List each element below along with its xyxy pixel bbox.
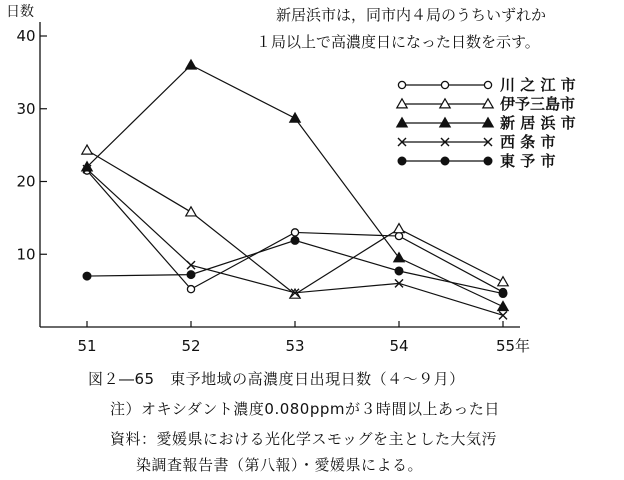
x-tick-label: 51 [77, 337, 97, 355]
legend-marker [398, 81, 405, 88]
chart-legend [397, 76, 576, 170]
legend-marker [483, 118, 493, 127]
x-tick-label: 54 [389, 337, 409, 355]
legend-marker [398, 157, 406, 165]
series-line-5 [87, 240, 503, 293]
legend-entry [397, 114, 576, 132]
series-line-3 [87, 65, 503, 307]
figure-title: 図２―65 東予地域の高濃度日出現日数（４～９月） [88, 370, 465, 388]
series-3-point [498, 301, 508, 310]
y-tick-label: 20 [16, 172, 36, 191]
legend-label: 新 居 浜 市 [500, 114, 576, 132]
series-2-point [498, 277, 508, 286]
legend-entry [397, 95, 575, 113]
series-2-point [186, 207, 196, 216]
chart-note-line: 新居浜市は，同市内４局のうちいずれか [276, 6, 547, 24]
series-line-2 [87, 150, 503, 294]
series-3-point [290, 113, 300, 122]
legend-label: 西 条 市 [500, 133, 556, 151]
legend-marker [440, 118, 450, 127]
series-1-point [395, 232, 402, 239]
legend-label: 川 之 江 市 [500, 76, 576, 94]
legend-entry [398, 152, 555, 170]
legend-marker [441, 81, 448, 88]
legend-marker [397, 99, 407, 108]
series-2-point [82, 145, 92, 154]
chart-labels [6, 3, 546, 355]
y-tick-label: 10 [16, 245, 36, 264]
series-3-point [186, 60, 196, 69]
legend-marker [441, 157, 449, 165]
series-5-point [187, 271, 195, 279]
series-5-point [291, 236, 299, 244]
series-5-point [83, 272, 91, 280]
series-5-point [395, 267, 403, 275]
series-2-point [394, 224, 404, 233]
legend-label: 東 予 市 [500, 152, 556, 170]
series-1-point [291, 229, 298, 236]
figure-source-line-1: 資料：愛媛県における光化学スモッグを主とした大気汚 [110, 430, 498, 448]
x-tick-label: 53 [285, 337, 305, 355]
legend-marker [483, 99, 493, 108]
x-tick-label: 52 [181, 337, 201, 355]
series-5-point [499, 290, 507, 298]
y-tick-label: 30 [16, 99, 36, 118]
chart-note-line: １局以上で高濃度日になった日数を示す。 [256, 33, 540, 51]
legend-marker [397, 118, 407, 127]
legend-marker [484, 157, 492, 165]
y-tick-label: 40 [16, 27, 36, 45]
legend-label: 伊予三島市 [500, 95, 576, 113]
y-axis-title: 日数 [6, 4, 34, 20]
legend-entry [398, 76, 575, 94]
x-tick-label: 55年 [495, 337, 531, 355]
chart-series [82, 60, 508, 319]
figure-note: 注）オキシダント濃度0.080ppmが３時間以上あった日 [110, 400, 500, 418]
figure-source-line-2: 染調査報告書（第八報）・愛媛県による。 [136, 456, 424, 474]
series-4-point [187, 261, 195, 269]
series-3-point [394, 253, 404, 262]
series-1-point [187, 286, 194, 293]
legend-marker [484, 81, 491, 88]
legend-marker [440, 99, 450, 108]
series-4-point [499, 311, 507, 319]
legend-entry [398, 133, 555, 151]
